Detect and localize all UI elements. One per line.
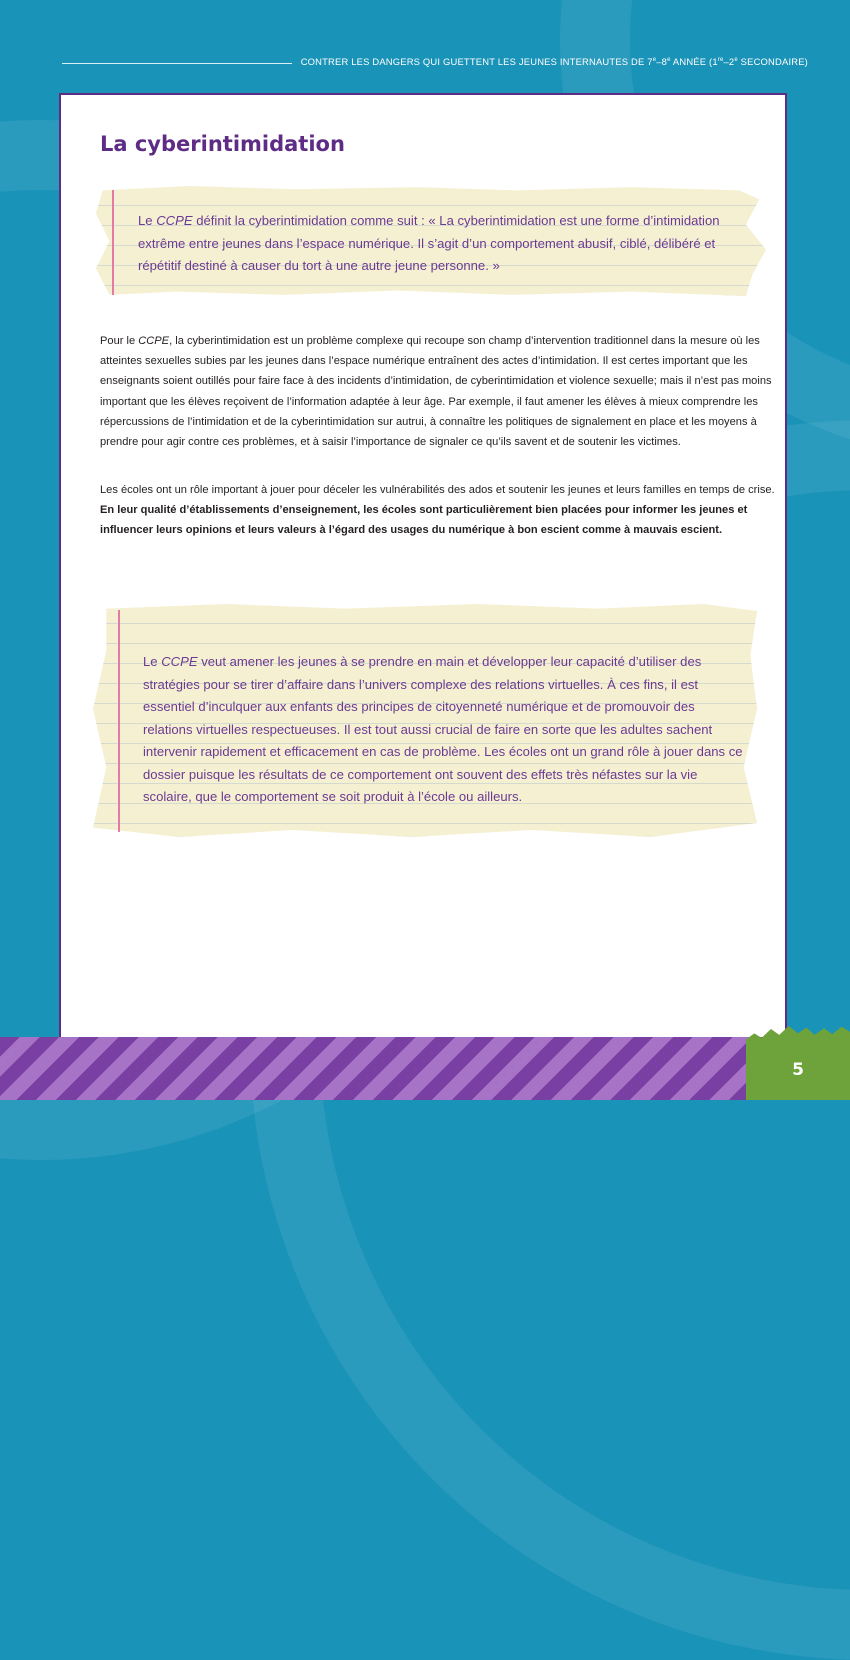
body-paragraph: Les écoles ont un rôle important à jouer pour déceler les vulnérabilités des ados et soutenir les jeunes et leurs familles en temps de crise. En leur qualité d’établissements d’enseignement, les écoles sont particulièrement bien placées pour informer les jeunes et influencer leurs opinions et leurs valeurs à l’égard des usages du numérique à bon escient comme à mauvais escient.	[100, 484, 775, 537]
page-title: La cyberintimidation	[100, 132, 345, 156]
strategy-callout: Le CCPE veut amener les jeunes à se prendre en main et développer leur capacité d’utiliser des stratégies pour se tirer d’affaire dans l’univers complexe des relations virtuelles. À ces fins, il est essentiel d’inculquer aux enfants des principes de citoyenneté numérique et de promouvoir des relations virtuelles respectueuses. Il est tout aussi crucial de faire en sorte que les adultes sachent intervenir rapidement et efficacement en cas de problème. Les écoles ont un grand rôle à jouer dans ce dossier puisque les résultats de ce comportement ont souvent des effets très néfastes sur la vie scolaire, que le comportement se soit produit à l’école ou ailleurs.	[143, 654, 743, 804]
note-margin-line	[112, 190, 114, 295]
note-margin-line	[118, 610, 120, 832]
definition-callout: Le CCPE définit la cyberintimidation comme suit : « La cyberintimidation est une forme d’intimidation extrême entre jeunes dans l’espace numérique. Il s’agit d’un comportement abusif, ciblé, délibéré et répétitif destiné à causer du tort à une autre jeune personne. »	[138, 213, 720, 273]
footer-stripes	[0, 1037, 850, 1100]
running-header: CONTRER LES DANGERS QUI GUETTENT LES JEUNES INTERNAUTES DE 7e–8e ANNÉE (1re–2e SECONDAIRE)	[300, 56, 808, 67]
body-paragraph: Pour le CCPE, la cyberintimidation est un problème complexe qui recoupe son champ d’intervention traditionnel dans la mesure où les atteintes sexuelles subies par les jeunes dans l’espace numérique entraînent des actes d’intimidation. Il est certes important que les enseignants soient outillés pour faire face à des incidents d’intimidation, de cyberintimidation et violence sexuelle; mais il n’est pas moins important que les élèves reçoivent de l’information adaptée à leur âge. Par exemple, il faut amener les élèves à mieux comprendre les répercussions de l’intimidation et de la cyberintimidation sur autrui, à connaître les politiques de signalement en place et les moyens à prendre pour agir contre ces problèmes, et à saisir l’importance de signaler ce qu’ils savent et de soutenir les victimes.	[100, 335, 772, 449]
page-number: 5	[792, 1060, 804, 1080]
header-rule	[62, 63, 292, 64]
